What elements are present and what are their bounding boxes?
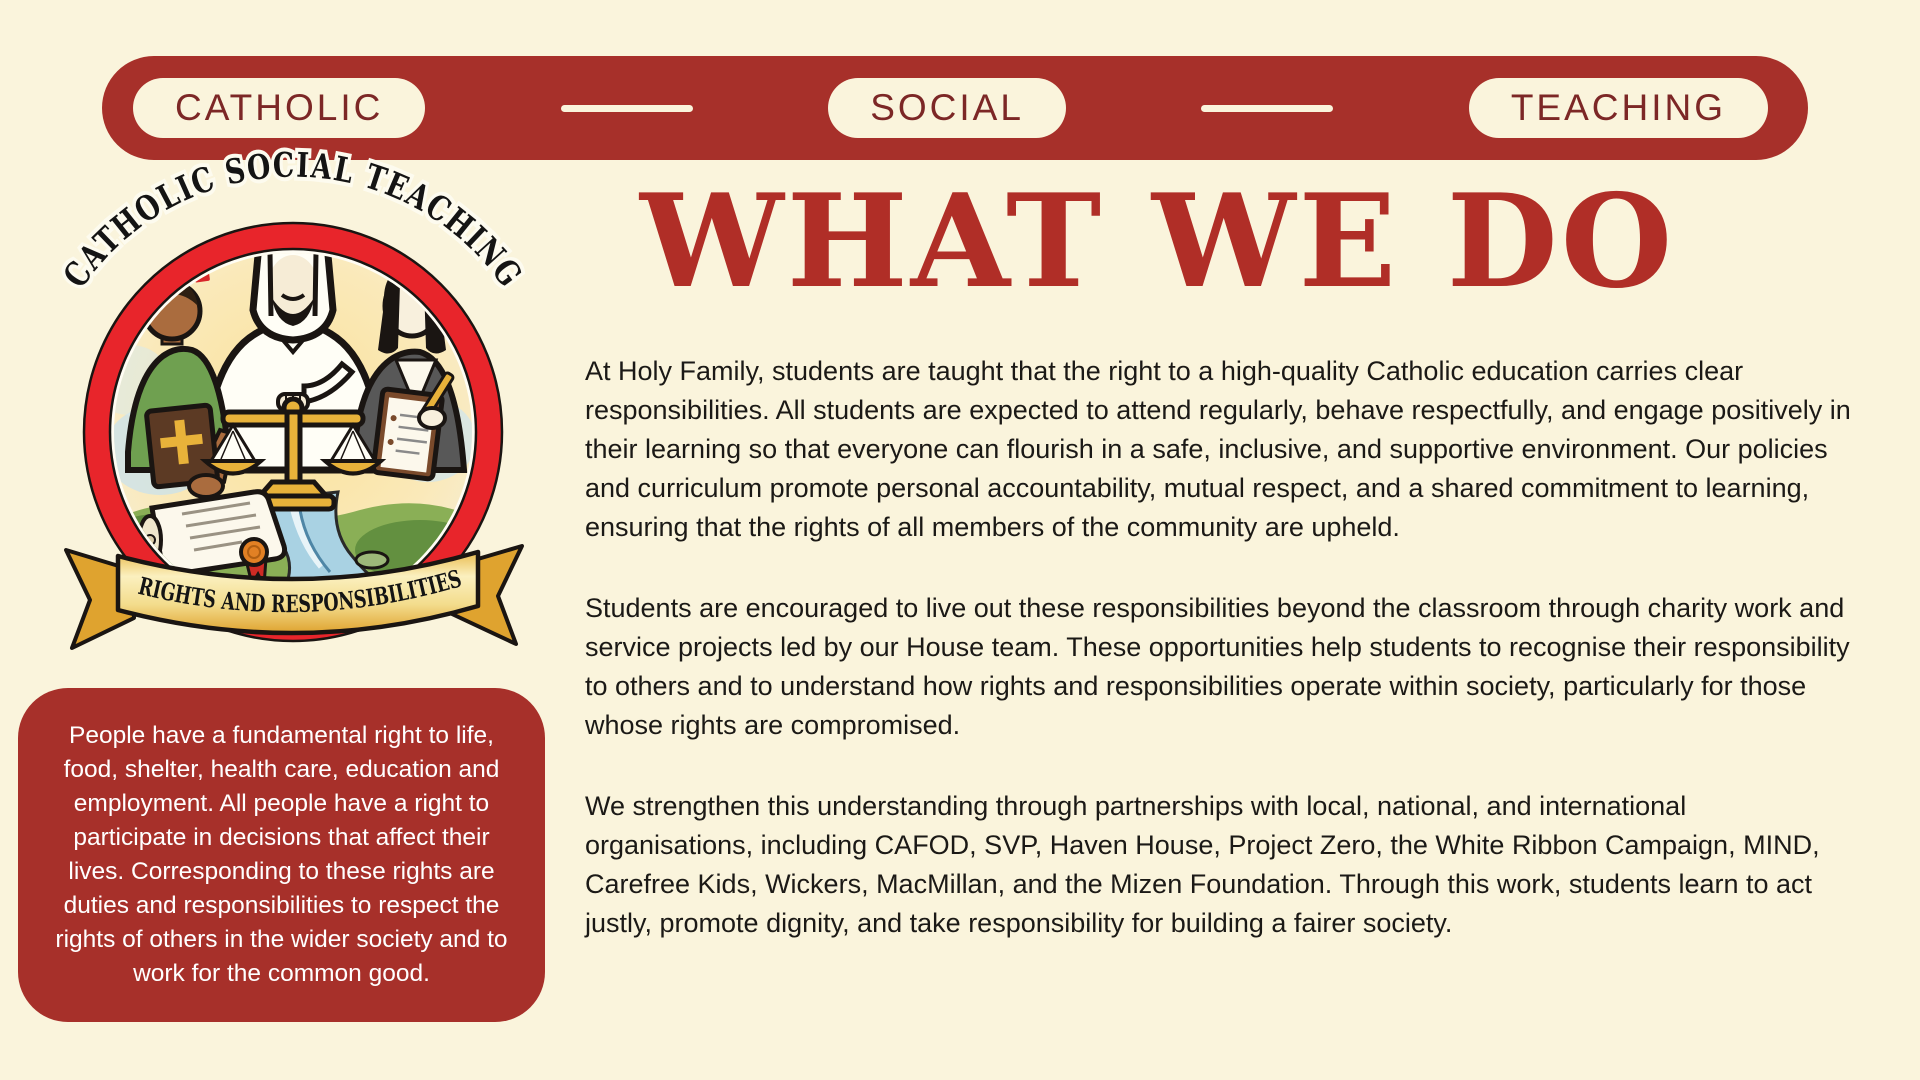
page-title: WHAT WE DO bbox=[640, 167, 1676, 317]
body-paragraph: At Holy Family, students are taught that the right to a high-quality Catholic education carries clear responsibilities. All students are expected to attend regularly, behave respectfully, and engage positively in their learning so that everyone can flourish in a safe, inclusive, and supportive environment. Our policies and curriculum promote personal accountability, mutual respect, and a shared commitment to learning, ensuring that the rights of all members of the community are upheld. bbox=[585, 356, 1851, 542]
banner-divider-line bbox=[561, 105, 693, 112]
banner-pill-teaching: TEACHING bbox=[1469, 78, 1768, 139]
principle-box bbox=[18, 688, 545, 1022]
ribbon-label: RIGHTS AND RESPONSIBILITIES bbox=[135, 562, 470, 619]
body-paragraph: Students are encouraged to live out these responsibilities beyond the classroom through charity work and service projects led by our House team. These opportunities help students to recognise their responsibility to others and to understand how rights and responsibilities operate within society, particularly for those whose rights are compromised. bbox=[585, 593, 1850, 740]
principle-text: People have a fundamental right to life, food, shelter, health care, education and employment. All people have a right to participate in decisions that affect their lives. Corresponding to these rights are duties and responsibilities to respect the rights of others in the wider society and to work for the common good. bbox=[55, 722, 508, 987]
body-paragraph: We strengthen this understanding through partnerships with local, national, and international organisations, including CAFOD, SVP, Haven House, Project Zero, the White Ribbon Campaign, MIND, Carefree Kids, Wickers, MacMillan, and the Mizen Foundation. Through this work, students learn to act justly, promote dignity, and take responsibility for building a fairer society. bbox=[585, 791, 1820, 938]
body-copy bbox=[585, 352, 1860, 943]
banner-pill-social: SOCIAL bbox=[828, 78, 1066, 139]
banner-divider-line bbox=[1201, 105, 1333, 112]
banner-pill-catholic: CATHOLIC bbox=[133, 78, 425, 139]
logo-arc-title: CATHOLIC SOCIAL TEACHING bbox=[55, 145, 535, 301]
